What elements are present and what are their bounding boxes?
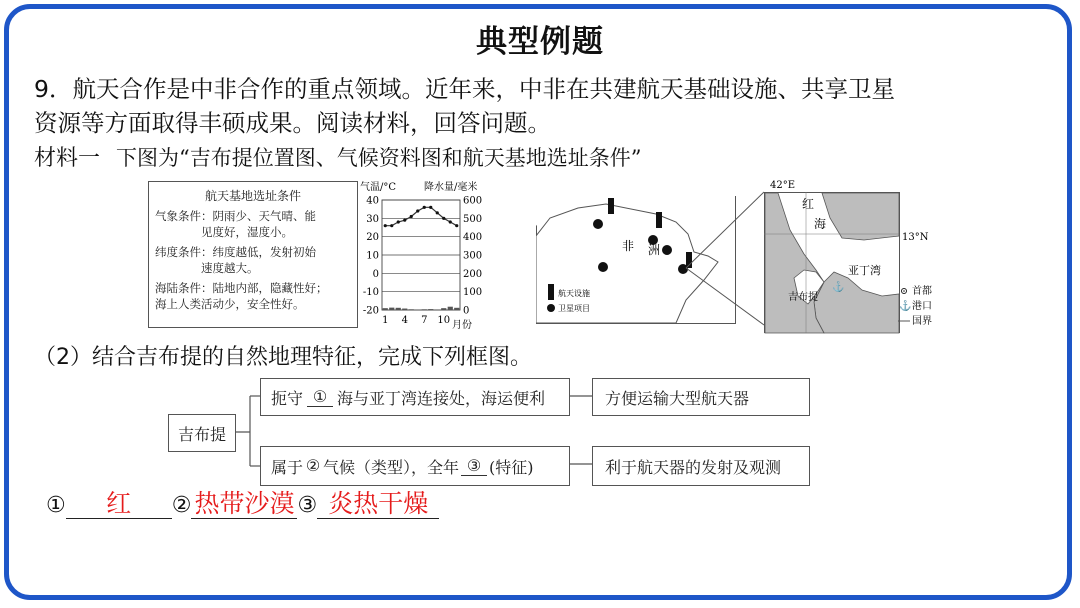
site-conditions-box — [148, 181, 358, 328]
flow-bottom-text: 气候（类型），全年 — [323, 457, 460, 477]
condition-landsea: 海陆条件：陆地内部，隐藏性好； — [155, 281, 328, 295]
temp-point — [423, 206, 426, 209]
month-tick-label: 10 — [437, 315, 451, 326]
longitude-label: 42°E — [770, 180, 796, 191]
precip-tick-label: 400 — [463, 232, 483, 244]
temp-point — [442, 217, 445, 220]
precip-tick-label: 200 — [463, 268, 483, 280]
precip-bar — [448, 307, 453, 310]
temp-point — [403, 219, 406, 222]
temp-tick-labels — [363, 196, 379, 317]
temp-point — [410, 215, 413, 218]
material-caption — [34, 141, 642, 172]
answer-num-2: ② — [171, 493, 192, 518]
flow-bottom-blank-2: ③ — [461, 457, 487, 476]
flow-top-blank: ① — [307, 388, 333, 407]
month-tick-labels — [382, 315, 450, 326]
flow-root-box — [168, 414, 236, 452]
satellite-project-marker-3 — [662, 245, 672, 255]
material-label: 材料一 — [34, 146, 101, 171]
month-tick-label: 7 — [421, 315, 428, 326]
red-sea-label-1: 红 — [802, 197, 815, 211]
flow-top-box — [260, 378, 570, 416]
condition-latitude-cont: 速度越大。 — [201, 261, 259, 275]
temp-tick-label: 40 — [366, 195, 379, 207]
temp-point — [384, 224, 387, 227]
temp-tick-label: 20 — [366, 232, 379, 244]
precip-bars — [383, 307, 460, 310]
temp-point — [390, 224, 393, 227]
precip-bar — [383, 308, 388, 310]
precip-bar — [454, 308, 459, 310]
temp-point — [397, 220, 400, 223]
temp-point — [416, 209, 419, 212]
flow-root-label: 吉布提 — [177, 424, 226, 444]
flow-bottom-box — [260, 446, 570, 486]
temperature-line — [385, 207, 457, 225]
chart-grid — [382, 200, 460, 310]
flow-bottom-suffix: (特征) — [489, 457, 534, 477]
gulf-of-aden-label: 亚丁湾 — [848, 264, 881, 277]
red-sea-label-2: 海 — [814, 217, 827, 231]
answer-num-1: ① — [46, 493, 66, 518]
africa-label-2: 洲 — [648, 243, 661, 257]
legend-facility-symbol — [548, 284, 554, 300]
space-facility-marker-2 — [656, 212, 662, 228]
temp-tick-label: -20 — [362, 305, 379, 317]
answer-3: 炎热干燥 — [317, 490, 439, 519]
precip-tick-label: 300 — [463, 250, 483, 262]
flow-top-text: 海与亚丁湾连接处，海运便利 — [337, 388, 546, 408]
flow-bottom-blank-1: ② — [305, 456, 321, 475]
space-facility-marker-1 — [608, 198, 614, 214]
temp-point — [436, 211, 439, 214]
legend-satellite-symbol — [547, 304, 555, 312]
latitude-label: 13°N — [902, 232, 929, 243]
flow-bottom-result-box — [592, 446, 810, 486]
page-title: 典型例题 — [476, 24, 604, 60]
port-anchor-icon: ⚓ — [832, 282, 845, 293]
flow-bottom-result: 利于航天器的发射及观测 — [605, 457, 782, 477]
capital-legend-label: 首都 — [912, 286, 932, 297]
precip-bar — [409, 309, 414, 310]
temp-axis-label: 气温/°C — [360, 182, 397, 193]
precip-tick-label: 500 — [463, 213, 483, 225]
flow-top-prefix: 扼守 — [271, 388, 304, 408]
condition-weather-cont: 见度好，湿度小。 — [201, 225, 293, 239]
djibouti-city-label: 吉布提 — [788, 292, 818, 303]
djibouti-map — [764, 178, 942, 334]
month-axis-label: 月份 — [452, 320, 472, 331]
precip-axis-label: 降水量/毫米 — [424, 182, 478, 193]
condition-latitude: 纬度条件：纬度越低，发射初始 — [155, 245, 316, 259]
precip-tick-label: 100 — [463, 287, 483, 299]
answer-num-3: ③ — [297, 493, 318, 518]
temp-tick-label: -10 — [362, 287, 379, 299]
condition-landsea-cont: 海上人类活动少，安全性好。 — [155, 297, 305, 311]
precip-bar — [428, 309, 433, 310]
precip-bar — [402, 309, 407, 310]
condition-weather: 气象条件：阴雨少、天气晴、能 — [155, 209, 316, 223]
temp-tick-label: 30 — [366, 213, 379, 225]
month-tick-label: 1 — [382, 315, 389, 326]
africa-label-1: 非 — [622, 239, 635, 253]
climate-chart — [356, 178, 490, 334]
temp-point — [429, 206, 432, 209]
precip-tick-label: 0 — [463, 305, 470, 317]
legend-facility-label: 航天设施 — [558, 289, 590, 298]
flow-top-result-box — [592, 378, 810, 416]
precip-bar — [389, 308, 394, 310]
temp-point — [449, 220, 452, 223]
precip-bar — [441, 308, 446, 310]
port-legend-label: 港口 — [912, 301, 932, 312]
satellite-project-marker-4 — [598, 262, 608, 272]
answer-row — [46, 490, 439, 519]
border-legend-label: 国界 — [912, 316, 932, 327]
question-line-2: 资源等方面取得丰硕成果。阅读材料，回答问题。 — [34, 109, 551, 137]
precip-bar — [422, 309, 427, 310]
month-tick-label: 4 — [401, 315, 408, 326]
question-line-1: 9．航天合作是中非合作的重点领域。近年来，中非在共建航天基础设施、共享卫星 — [34, 75, 895, 103]
temp-tick-label: 0 — [372, 268, 379, 280]
temp-point — [455, 224, 458, 227]
conditions-title: 航天基地选址条件 — [204, 189, 301, 203]
flow-bottom-prefix: 属于 — [271, 457, 304, 477]
answer-2: 热带沙漠 — [191, 490, 297, 519]
precip-tick-label: 600 — [463, 195, 483, 207]
temp-tick-label: 10 — [366, 250, 379, 262]
precip-tick-labels — [463, 196, 482, 317]
flow-top-result: 方便运输大型航天器 — [605, 388, 750, 408]
satellite-project-marker-1 — [593, 219, 603, 229]
precip-bar — [435, 309, 440, 310]
port-legend-icon: ⚓ — [899, 301, 912, 312]
answer-1: 红 — [66, 490, 172, 519]
legend-satellite-label: 卫星项目 — [558, 304, 590, 313]
precip-bar — [396, 308, 401, 310]
material-text: 下图为“吉布提位置图、气候资料图和航天基地选址条件” — [116, 146, 642, 170]
sub-question: （2）结合吉布提的自然地理特征，完成下列框图。 — [34, 345, 532, 370]
